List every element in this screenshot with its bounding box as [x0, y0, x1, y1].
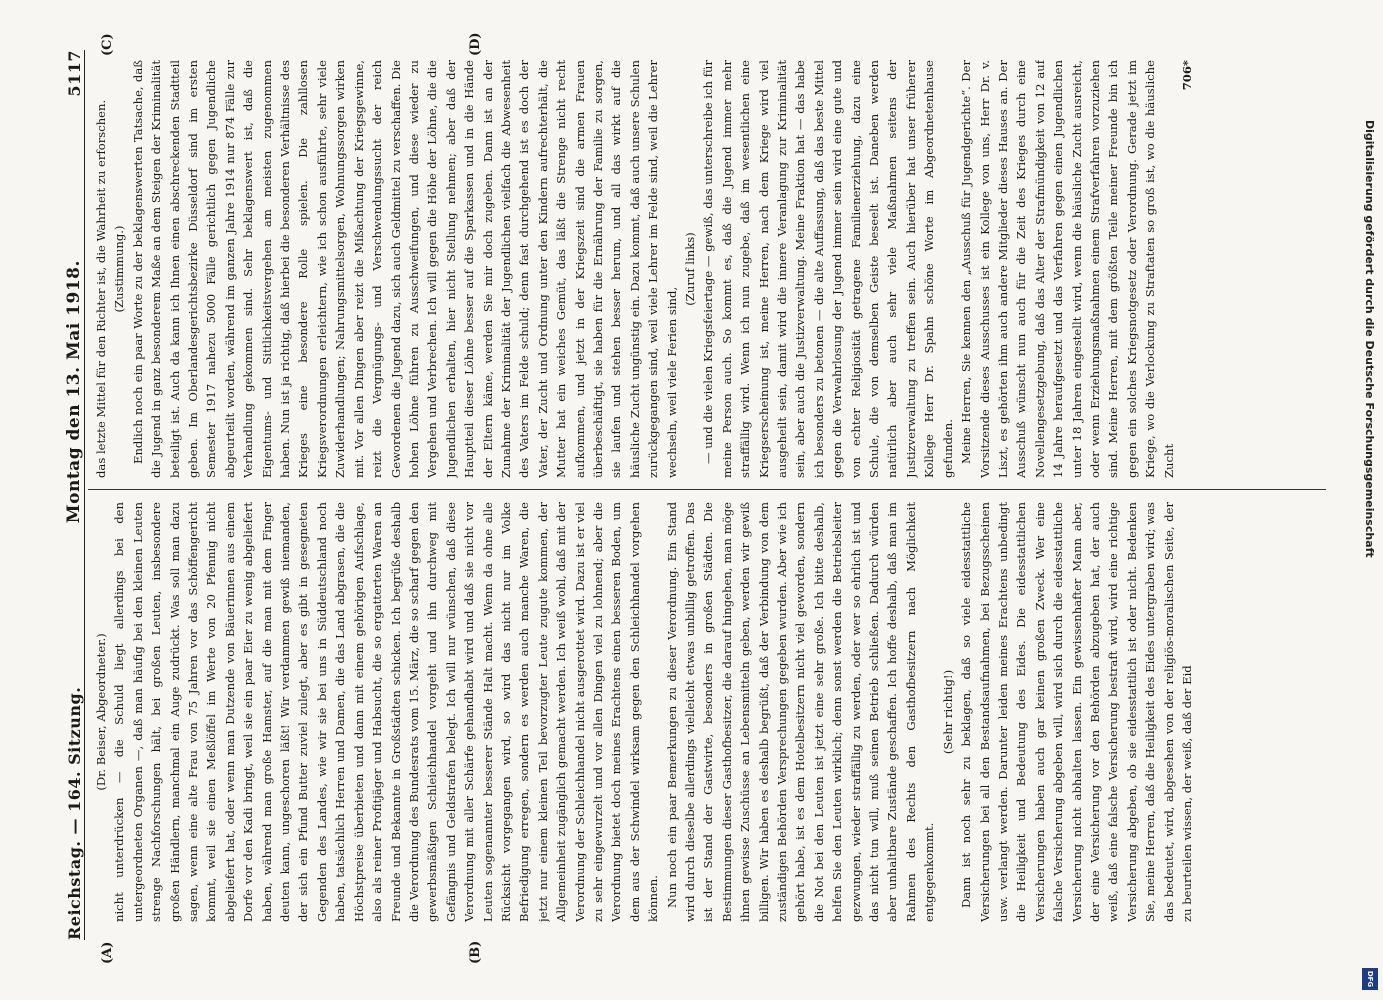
right-column: [92, 60, 1320, 478]
page-number: 5117: [65, 50, 84, 97]
marker-b: (B): [468, 940, 483, 964]
page-header: [54, 50, 85, 940]
column-divider: [88, 489, 1326, 490]
credit-text: Digitalisierung gefördert durch die Deutsche Forschungsgemeinschaft: [1363, 120, 1376, 558]
marker-c: (C): [100, 33, 115, 56]
digitization-credit: [1360, 120, 1378, 990]
page-signature: 706*: [1179, 60, 1194, 91]
paragraph: das letzte Mittel für den Richter ist, die Wahrheit zu erforschen.: [94, 99, 108, 478]
rotated-text-block: [48, 30, 1338, 970]
marker-d: (D): [468, 32, 483, 56]
left-column: [92, 502, 1320, 922]
applause-note: (Sehr richtig!): [940, 669, 955, 755]
paragraph: — und die vielen Kriegsfeiertage — gewiß, das unterschreibe ich für meine Person auch. So kommt es, daß die Jugend immer mehr straffällig wird. Wenn ich nun zugebe, daß im wesentlichen eine Kriegserscheinung ist, meine Herren, nach dem Kriege wird viel ausgeheilt sein, damit wird die innere Veranlagung zur Kriminalität sein, aber auch die Justizverwaltung. Meine Fraktion hat — das habe ich besonders zu betonen — die alte Auffassung, daß das beste Mittel gegen die Verwahrlosung der Jugend immer sein wird eine gute und von echter Religiosität getragene Familienerziehung, dazu eine Schule, die von demselben Geiste beseelt ist. Daneben werden natürlich aber auch sehr viele Maßnahmen seitens der Justizverwaltung zu treffen sein. Auch hierüber hat unser früherer Kollege Herr Dr. Spahn schöne Worte im Abgeordnetenhause gefunden.: [701, 60, 955, 478]
header-center: Montag den 13. Mai 1918.: [64, 260, 84, 524]
paragraph: Meine Herren, Sie kennen den „Ausschuß für Jugendgerichte“. Der Vorsitzende dieses Ausschusses ist ein Kollege von uns, Herr Dr. v. Liszt, es gehörten ihm auch andere Mitglieder dieses Hauses an. Der Ausschuß wünscht nun auch für die Zeit des Krieges durch eine Novellengesetzgebung, daß das Alter der Strafmündigkeit von 12 auf 14 Jahre heraufgesetzt und das Verfahren gegen einen Jugendlichen unter 18 Jahren eingestellt wird, wenn die häusliche Zucht ausreicht, oder wenn Erziehungsmaßnahmen einem Strafverfahren vorzuziehen sind. Meine Herren, mit dem größten Teile meiner Freunde bin ich gegen ein solches Kriegsnotgesetz oder Verordnung. Gerade jetzt im Kriege, wo die Verlockung zu Straftaten so groß ist, wo die häusliche Zucht: [959, 60, 1176, 478]
paragraph: Endlich noch ein paar Worte zu der beklagenswerten Tatsache, daß die Jugend in ganz besonderem Maße an dem Steigen der Kriminalität beteiligt ist. Auch da kann ich Ihnen einen abschreckenden Stadtteil geben. Im Oberlandesgerichtsbezirke Düsseldorf sind im ersten Semester 1917 nahezu 5000 Fälle gerichtlich gegen Jugendliche abgeurteilt worden, während im ganzen Jahre 1914 nur 874 Fälle zur Verhandlung gekommen sind. Sehr beklagenswert ist, daß die Eigentums- und Sittlichkeitsvergehen am meisten zugenommen haben. Nun ist ja richtig, daß hierbei die besonderen Verhältnisse des Krieges eine besondere Rolle spielen. Die zahllosen Kriegsverordnungen erleichtern, wie ich schon ausführte, sehr viele Zuwiderhandlungen; Nahrungsmittelsorgen, Wohnungssorgen wirken mit. Vor allen Dingen aber reizt die Mißachtung der Kriegsgewinne, reizt die Vergnügungs- und Verschwendungssucht der reich Gewordenen die Jugend dazu, sich auch Geldmittel zu verschaffen. Die hohen Löhne führen zu Ausschweifungen, und diese wieder zu Vergehen und Verbrechen. Ich will gegen die Höhe der Löhne, die die Jugendlichen erhalten, hier nicht Stellung nehmen; aber daß der Hauptteil dieser Löhne besser auf die Sparkassen und in die Hände der Eltern käme, werden Sie mir doch zugeben. Dann ist an der Zunahme der Kriminalität der Jugendlichen vielfach die Abwesenheit des Vaters im Felde schuld; denn fast durchgehend ist es doch der Vater, der Zucht und Ordnung unter den Kindern aufrechterhält, die Mutter hat ein weiches Gemüt, das läßt die Strenge nicht recht aufkommen, und jetzt in der Kriegszeit sind die armen Frauen überbeschäftigt, sie haben für die Ernährung der Familie zu sorgen, sie laufen und stehen besser herum, und all das wirkt auf die häusliche Zucht ungünstig ein. Dazu kommt, daß auch unsere Schulen zurückgegangen sind, weil viele Lehrer im Felde sind, weil die Lehrer wechseln, weil viele Ferien sind,: [130, 60, 679, 478]
paragraph: Dann ist noch sehr zu beklagen, daß so viele eidesstattliche Versicherungen bei all den Bestandsaufnahmen, bei Bezugsscheinen usw. verlangt werden. Darunter leiden meines Erachtens unbedingt die Heiligkeit und Bedeutung des Eides. Die eidesstattlichen Versicherungen haben auch gar keinen großen Zweck. Wer eine falsche Versicherung abgeben will, wird sich durch die eidesstattliche Versicherung nicht abhalten lassen. Ein gewissenhafter Mann aber, der eine Versicherung vor den Behörden abzugeben hat, der auch weiß, daß eine falsche Versicherung bestraft wird, wird eine richtige Versicherung abgeben, ob sie eidesstattlich ist oder nicht. Bedenken Sie, meine Herren, daß die Heiligkeit des Eides untergraben wird; was das bedeutet, wird, abgesehen von der religiös-moralischen Seite, der zu beurteilen wissen, der weiß, daß der Eid: [959, 502, 1194, 922]
logo-text: DFG: [1366, 970, 1374, 988]
interjection-note: (Zuruf links): [683, 232, 697, 306]
applause-note: (Zustimmung.): [112, 225, 127, 313]
speaker-label: (Dr. Beiser, Abgeordneter.): [94, 633, 108, 791]
dfg-logo: [1362, 968, 1378, 990]
header-left: Reichstag. — 164. Sitzung.: [65, 686, 84, 940]
paragraph: Nun noch ein paar Bemerkungen zu dieser Verordnung. Ein Stand wird durch dieselbe allerdings vielleicht etwas unbillig getroffen. Das ist der Stand der Gastwirte, besonders in großen Städten. Die Bestimmungen dieser Gasthofbesitzer, die darauf hingehen, man möge ihnen gewisse Zuschüsse an Lebensmitteln geben, werden wir gewiß billigen. Wir haben es deshalb begrüßt, daß der Verbindung von dem zuständigen Behörden Versprechungen gegeben wurden. Aber wie ich gehört habe, ist es dem Hotelbesitzern nicht viel geworden, sondern die Not bei den Leuten ist jetzt eine sehr große. Ich bitte deshalb, helfen Sie den Leuten wirklich; denn sonst werden die Betriebsleiter gezwungen, wieder straffällig zu werden, oder wer so ehrlich ist und das nicht tun will, muß seinen Betrieb schließen. Dadurch würden aber unhaltbare Zustände geschaffen. Ich hoffe deshalb, daß man im Rahmen des Rechts den Gasthofbesitzern nach Möglichkeit entgegenkommt.: [664, 502, 937, 922]
marker-a: (A): [100, 941, 115, 964]
paragraph: nicht unterdrücken — die Schuld liegt allerdings bei den untergeordneten Organen —, daß man häufig bei den kleinen Leuten strenge Nachforschungen hält, bei großen Leuten, insbesondere großen Händlern, manchmal ein Auge zudrückt. Was soll man dazu sagen, wenn eine alte Frau von 75 Jahren vor das Schöffengericht kommt, weil sie einen Meßlöffel im Werte von 20 Pfennig nicht abgeliefert hat, oder wenn man Dutzende von Bäuerinnen aus einem Dorfe vor den Kadi bringt, weil sie ein paar Eier zu wenig abgeliefert haben, während man große Hamster, auf die man mit dem Finger deuten kann, ungeschoren läßt! Wir verdammen gewiß niemanden, der sich ein Pfund Butter zuviel zulegt, aber es gibt in gesegneten Gegenden des Landes, wie wir sie bei uns in Süddeutschland noch haben, tatsächlich Herren und Damen, die das Land abgrasen, die die Höchstpreise überbieten und dann mit einem gehörigen Aufschlage, also als reiner Profitjäger und Habsucht, die so ergatterten Waren an Freunde und Bekannte in Großstädten schicken. Ich begrüße deshalb die Verordnung des Bundesrats vom 15. März, die so scharf gegen den gewerbsmäßigen Schleichhandel vorgeht und ihn durchweg mit Gefängnis und Geldstrafen belegt. Ich will nur wünschen, daß diese Verordnung mit aller Schärfe gehandhabt wird und daß sie nicht vor Leuten sogenannter besserer Stände Halt macht. Wenn da ohne alle Rücksicht vorgegangen wird, so wird das nicht nur im Volke Befriedigung erregen, sondern es werden auch manche Waren, die jetzt nur einem kleinen Teil bevorzugter Leute zugute kommen, der Allgemeinheit zugänglich gemacht werden. Ich weiß wohl, daß mit der Verordnung der Schleichhandel nicht ausgerottet wird. Dazu ist er viel zu sehr eingewurzelt und vor allen Dingen viel zu lohnend; aber die Verordnung bietet doch meines Erachtens einen besseren Boden, um dem aus der Schwindel wirksam gegen den Schleichhandel vorgehen können.: [112, 502, 661, 922]
